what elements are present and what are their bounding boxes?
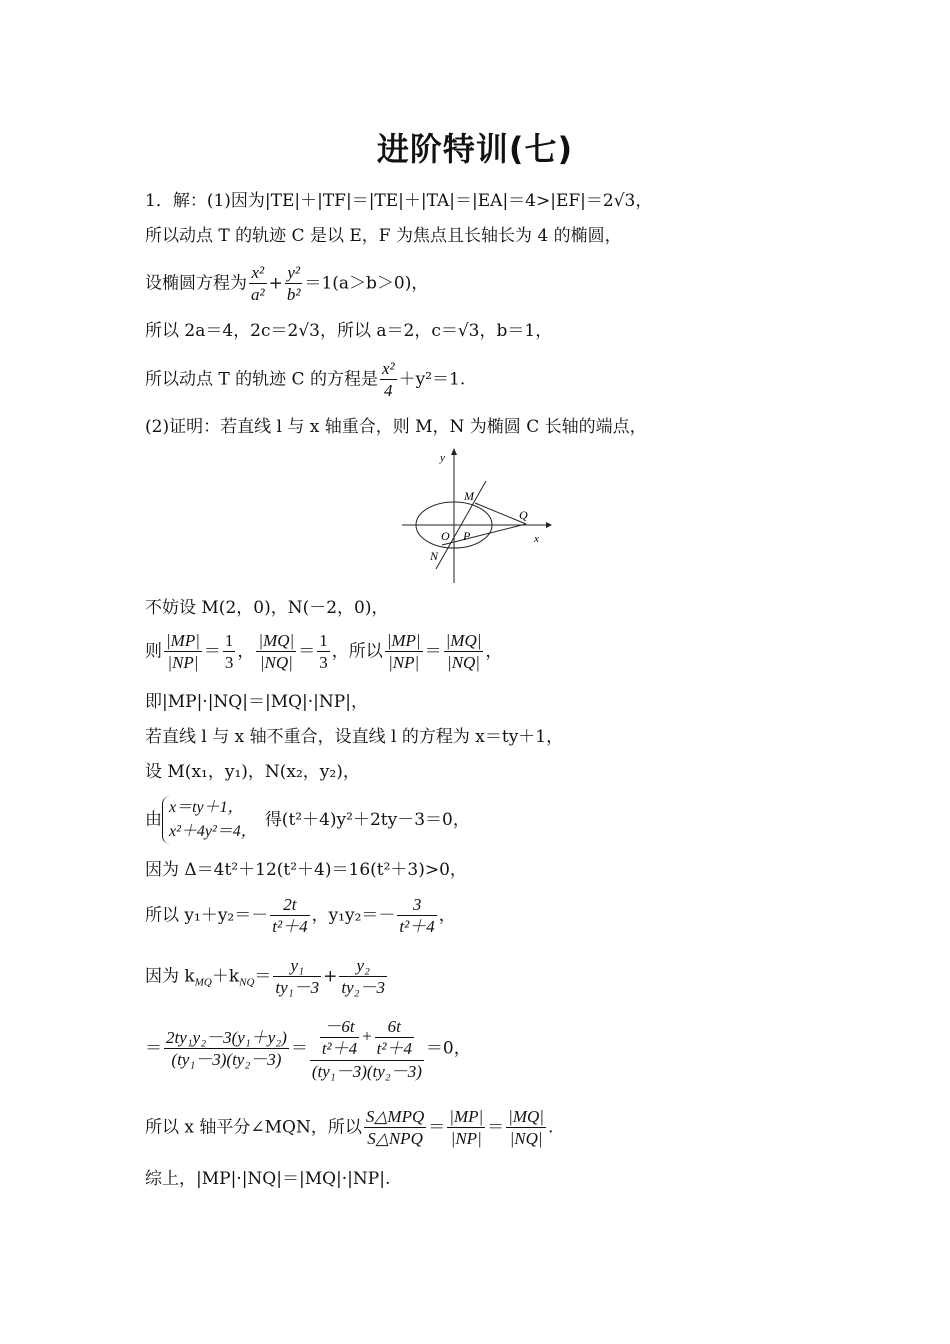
denominator: a²: [251, 285, 265, 305]
fraction: [385, 630, 423, 674]
numerator: |MQ|: [256, 630, 296, 652]
denominator: (ty₁－3)(ty₂－3): [311, 1061, 422, 1081]
label-P: P: [463, 529, 471, 543]
numerator: 6t: [375, 1016, 414, 1038]
denominator: 4: [384, 381, 393, 401]
fraction: [375, 1016, 414, 1060]
segment-NQ: [442, 524, 526, 545]
text: 所以 y₁＋y₂＝－: [145, 905, 269, 926]
fraction: [164, 630, 202, 674]
text: 设椭圆方程为: [145, 273, 247, 294]
fraction: [273, 955, 321, 999]
numerator: |MP|: [164, 630, 202, 652]
denominator: ty₁－3: [275, 978, 320, 998]
denominator: 3: [319, 653, 328, 673]
label-Q: Q: [519, 508, 528, 522]
numerator: y₁: [273, 955, 321, 977]
fraction: [397, 894, 436, 938]
text: ＋k: [211, 966, 240, 987]
denominator: |NP|: [388, 653, 420, 673]
numerator: 1: [317, 630, 330, 652]
slope-simplify-line: [145, 1016, 471, 1082]
fraction: [310, 1016, 424, 1082]
text: ，y₁y₂＝－: [311, 905, 396, 926]
solution-line-2: 所以动点 T 的轨迹 C 是以 E，F 为焦点且长轴长为 4 的椭圆，: [145, 226, 622, 246]
text: ＝: [487, 1117, 505, 1138]
fraction: [256, 630, 296, 674]
text: 所以动点 T 的轨迹 C 的方程是: [145, 369, 378, 390]
compound-numerator: [310, 1016, 424, 1061]
fraction: [249, 262, 267, 306]
numerator: |MP|: [385, 630, 423, 652]
ellipse-figure: [398, 447, 553, 587]
label-N: N: [430, 549, 439, 563]
numerator: |MQ|: [444, 630, 484, 652]
solution-line-6: (2)证明：若直线 l 与 x 轴重合，则 M，N 为椭圆 C 长轴的端点，: [145, 417, 647, 437]
text: ，所以: [331, 641, 383, 662]
fraction: [223, 630, 236, 674]
conclusion-line: 综上，|MP|·|NQ|＝|MQ|·|NP|.: [145, 1169, 391, 1189]
ellipse-equation-line: [145, 262, 428, 306]
y-axis-arrow: [451, 448, 457, 455]
fraction: [320, 1016, 359, 1060]
numerator: S△MPQ: [364, 1106, 426, 1128]
solution-line-13: 因为 Δ＝4t²＋12(t²＋4)＝16(t²＋3)>0，: [145, 860, 467, 880]
solution-line-9: 即|MP|·|NQ|＝|MQ|·|NP|，: [145, 692, 368, 712]
denominator: S△NPQ: [367, 1129, 423, 1149]
text: ＝: [145, 1038, 162, 1059]
denominator: |NP|: [450, 1129, 482, 1149]
solution-line-4: 所以 2a＝4，2c＝2√3，所以 a＝2，c＝√3，b＝1，: [145, 321, 553, 341]
plus: +: [323, 966, 338, 987]
denominator: t²＋4: [321, 1039, 358, 1059]
text: 所以 x 轴平分∠MQN，所以: [145, 1117, 362, 1138]
page-title: 进阶特训(七): [376, 130, 574, 168]
fraction: [380, 358, 397, 402]
text: ＋y²＝1.: [398, 369, 466, 390]
numerator: 1: [223, 630, 236, 652]
trajectory-equation-line: [145, 358, 465, 402]
solution-line-1: 1．解：(1)因为|TE|＋|TF|＝|TE|＋|TA|＝|EA|＝4>|EF|＝2√3，: [145, 191, 653, 211]
fraction: [164, 1027, 289, 1071]
numerator: 2t: [270, 894, 309, 916]
solution-line-11: 设 M(x₁，y₁)，N(x₂，y₂)，: [145, 762, 360, 782]
fraction: [364, 1106, 426, 1150]
numerator: －6t: [320, 1016, 359, 1038]
text: ，: [485, 641, 503, 662]
plus: +: [268, 273, 283, 294]
system-row-1: x＝ty＋1，: [169, 799, 244, 816]
solution-line-10: 若直线 l 与 x 轴不重合，设直线 l 的方程为 x＝ty＋1，: [145, 727, 564, 747]
denominator: |NQ|: [447, 653, 480, 673]
ratio-line: [145, 630, 502, 674]
fraction: [506, 1106, 546, 1150]
numerator: |MP|: [447, 1106, 485, 1128]
denominator: |NQ|: [259, 653, 293, 673]
fraction: [444, 630, 484, 674]
denominator: b²: [286, 285, 301, 305]
label-y: y: [440, 452, 445, 464]
system-row-2: x²＋4y²＝4，: [169, 823, 257, 840]
denominator: t²＋4: [272, 917, 308, 937]
numerator: 2ty₁y₂－3(y₁＋y₂): [164, 1027, 289, 1049]
numerator: x²: [380, 358, 397, 380]
denominator: ty₂－3: [341, 978, 386, 998]
text: 则: [145, 641, 162, 662]
equation-system: [162, 796, 257, 844]
x-axis-arrow: [546, 522, 552, 528]
text: .: [547, 1117, 554, 1138]
area-ratio-line: [145, 1106, 553, 1150]
denominator: 3: [224, 653, 234, 673]
text: ＝: [290, 1038, 308, 1059]
fraction: [339, 955, 387, 999]
fraction: [447, 1106, 485, 1150]
subscript: NQ: [239, 976, 255, 989]
denominator: |NQ|: [509, 1129, 543, 1149]
denominator: |NP|: [167, 653, 199, 673]
fraction: [270, 894, 309, 938]
fraction: [285, 262, 303, 306]
label-x: x: [534, 533, 539, 545]
numerator: x²: [249, 262, 267, 284]
text: 由: [145, 809, 162, 830]
system-line: [145, 796, 470, 844]
label-O: O: [441, 529, 450, 543]
text: ＝1(a＞b＞0)，: [304, 273, 429, 294]
numerator: y₂: [339, 955, 387, 977]
denominator: t²＋4: [376, 1039, 412, 1059]
plus: +: [361, 1026, 373, 1046]
text: ＝: [298, 641, 316, 662]
numerator: |MQ|: [506, 1106, 546, 1128]
numerator: 3: [397, 894, 436, 916]
text: ，: [237, 641, 255, 662]
text: 得(t²＋4)y²＋2ty－3＝0，: [264, 809, 470, 830]
text: ＝: [424, 641, 442, 662]
label-M: M: [464, 489, 474, 503]
solution-line-7: 不妨设 M(2，0)，N(－2，0)，: [145, 598, 389, 618]
text: ＝: [254, 966, 272, 987]
text: ＝: [428, 1117, 446, 1138]
text: 因为 k: [145, 966, 195, 987]
denominator: (ty₁－3)(ty₂－3): [171, 1050, 282, 1070]
fraction: [317, 630, 330, 674]
slope-sum-line: [145, 955, 389, 999]
vieta-line: [145, 894, 456, 938]
denominator: t²＋4: [399, 917, 435, 937]
numerator: y²: [285, 262, 303, 284]
text: ＝: [203, 641, 221, 662]
text: ＝0，: [425, 1038, 471, 1059]
text: ，: [438, 905, 456, 926]
subscript: MQ: [194, 976, 212, 989]
